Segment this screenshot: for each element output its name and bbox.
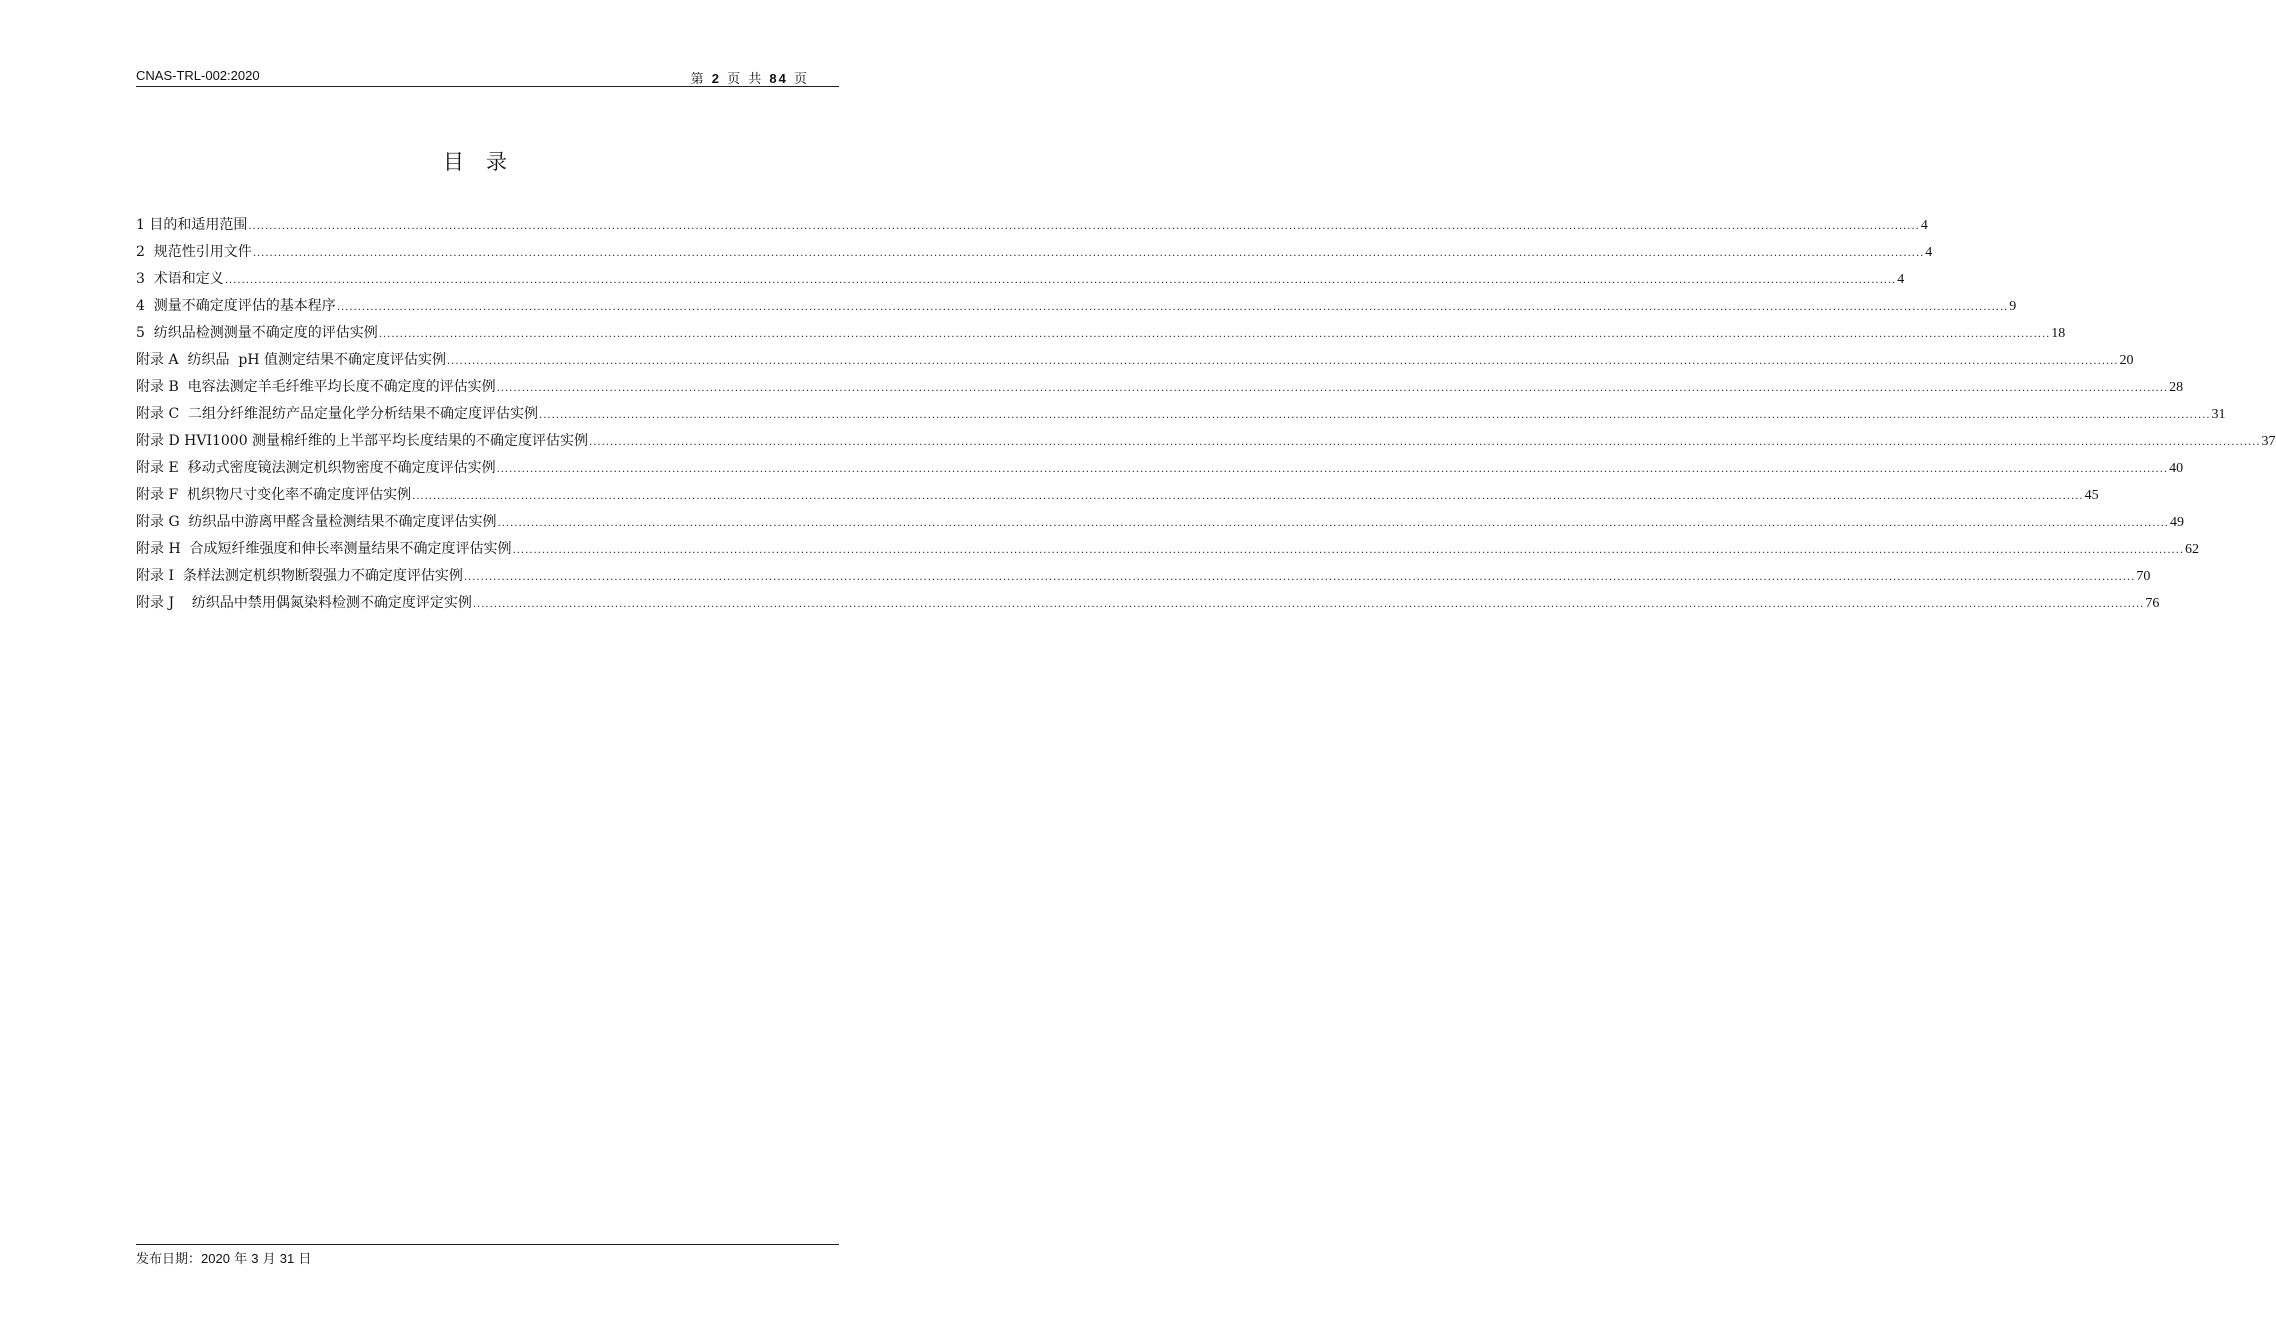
- toc-entry-label: 附录 I 条样法测定机织物断裂强力不确定度评估实例: [136, 568, 463, 584]
- toc-entry-label: 附录 G 纺织品中游离甲醛含量检测结果不确定度评估实例: [136, 514, 497, 530]
- toc-entry[interactable]: [136, 374, 2184, 401]
- toc-entry[interactable]: [136, 590, 2160, 617]
- toc-entry-label: 附录 D HVI1000 测量棉纤维的上半部平均长度结果的不确定度评估实例: [136, 433, 589, 449]
- toc-leader-dots: ................................................................................................................................................................................................................................................................................................................................................................................................................: [446, 356, 2119, 367]
- toc-entry[interactable]: [136, 347, 2134, 374]
- toc-entry-label: 附录 B 电容法测定羊毛纤维平均长度不确定度的评估实例: [136, 379, 496, 395]
- table-of-contents: [136, 212, 2276, 617]
- toc-entry[interactable]: [136, 563, 2151, 590]
- toc-entry-page: 62: [2185, 542, 2200, 557]
- page-number-info: [691, 68, 809, 87]
- toc-leader-dots: ................................................................................................................................................................................................................................................................................................................................................................................................................: [378, 329, 2051, 340]
- release-year: 2020: [201, 1251, 230, 1266]
- toc-entry-label: 附录 J 纺织品中禁用偶氮染料检测不确定度评定实例: [136, 595, 472, 611]
- toc-leader-dots: ................................................................................................................................................................................................................................................................................................................................................................................................................: [472, 599, 2145, 610]
- toc-entry[interactable]: [136, 536, 2200, 563]
- toc-leader-dots: ................................................................................................................................................................................................................................................................................................................................................................................................................: [497, 518, 2170, 529]
- toc-entry-label: 2 规范性引用文件: [136, 244, 252, 260]
- month-unit: 月: [262, 1252, 276, 1267]
- toc-entry-page: 37: [2261, 434, 2276, 449]
- toc-entry[interactable]: [136, 266, 1905, 293]
- toc-entry-label: 4 测量不确定度评估的基本程序: [136, 298, 336, 314]
- toc-entry-page: 70: [2136, 569, 2151, 584]
- toc-leader-dots: ................................................................................................................................................................................................................................................................................................................................................................................................................: [463, 572, 2136, 583]
- toc-entry[interactable]: [136, 401, 2226, 428]
- toc-entry-label: 1 目的和适用范围: [136, 217, 248, 233]
- toc-entry-label: 附录 A 纺织品 pH 值测定结果不确定度评估实例: [136, 352, 446, 368]
- page-title: 目录: [443, 150, 529, 174]
- toc-entry-label: 附录 H 合成短纤维强度和伸长率测量结果不确定度评估实例: [136, 541, 512, 557]
- toc-entry[interactable]: [136, 455, 2184, 482]
- toc-entry-label: 3 术语和定义: [136, 271, 224, 287]
- toc-entry[interactable]: [136, 509, 2185, 536]
- page-suffix: 页: [793, 72, 809, 87]
- release-date-prefix: 发布日期：: [136, 1252, 202, 1267]
- page-mid-text: 页 共: [727, 72, 764, 87]
- toc-leader-dots: ................................................................................................................................................................................................................................................................................................................................................................................................................: [496, 383, 2169, 394]
- toc-entry-page: 4: [1925, 245, 1933, 260]
- toc-entry-page: 4: [1920, 218, 1928, 233]
- toc-entry-page: 18: [2051, 326, 2066, 341]
- toc-entry[interactable]: [136, 239, 1933, 266]
- page-prefix: 第: [690, 72, 706, 87]
- toc-entry-page: 4: [1897, 272, 1905, 287]
- total-pages: 84: [769, 71, 788, 86]
- toc-entry-page: 40: [2169, 461, 2184, 476]
- toc-entry[interactable]: [136, 320, 2066, 347]
- current-page: 2: [711, 71, 721, 86]
- toc-leader-dots: ................................................................................................................................................................................................................................................................................................................................................................................................................: [539, 410, 2211, 421]
- toc-leader-dots: ................................................................................................................................................................................................................................................................................................................................................................................................................: [496, 464, 2169, 475]
- toc-leader-dots: ................................................................................................................................................................................................................................................................................................................................................................................................................: [589, 437, 2261, 448]
- toc-entry-page: 76: [2145, 596, 2160, 611]
- toc-entry-label: 5 纺织品检测测量不确定度的评估实例: [136, 325, 378, 341]
- page-footer: [136, 1244, 839, 1267]
- toc-entry[interactable]: [136, 212, 1928, 239]
- toc-entry-label: 附录 C 二组分纤维混纺产品定量化学分析结果不确定度评估实例: [136, 406, 539, 422]
- toc-leader-dots: ................................................................................................................................................................................................................................................................................................................................................................................................................: [252, 248, 1925, 259]
- toc-entry-page: 45: [2084, 488, 2099, 503]
- toc-entry-page: 49: [2170, 515, 2185, 530]
- page-header: [136, 66, 839, 87]
- release-date: [136, 1248, 311, 1267]
- document-id: CNAS-TRL-002:2020: [136, 68, 260, 83]
- day-unit: 日: [298, 1252, 312, 1267]
- toc-leader-dots: ................................................................................................................................................................................................................................................................................................................................................................................................................: [336, 302, 2009, 313]
- release-month: 3: [251, 1251, 259, 1266]
- toc-leader-dots: ................................................................................................................................................................................................................................................................................................................................................................................................................: [248, 221, 1920, 232]
- toc-leader-dots: ................................................................................................................................................................................................................................................................................................................................................................................................................: [512, 545, 2185, 556]
- toc-entry[interactable]: [136, 482, 2099, 509]
- toc-entry-page: 31: [2211, 407, 2226, 422]
- toc-leader-dots: ................................................................................................................................................................................................................................................................................................................................................................................................................: [224, 275, 1897, 286]
- toc-entry-page: 9: [2009, 299, 2017, 314]
- toc-entry-label: 附录 F 机织物尺寸变化率不确定度评估实例: [136, 487, 412, 503]
- release-day: 31: [279, 1251, 295, 1266]
- toc-leader-dots: ................................................................................................................................................................................................................................................................................................................................................................................................................: [412, 491, 2084, 502]
- toc-entry[interactable]: [136, 428, 2276, 455]
- toc-entry-label: 附录 E 移动式密度镜法测定机织物密度不确定度评估实例: [136, 460, 496, 476]
- toc-entry[interactable]: [136, 293, 2017, 320]
- toc-entry-page: 20: [2119, 353, 2134, 368]
- toc-entry-page: 28: [2169, 380, 2184, 395]
- year-unit: 年: [234, 1252, 248, 1267]
